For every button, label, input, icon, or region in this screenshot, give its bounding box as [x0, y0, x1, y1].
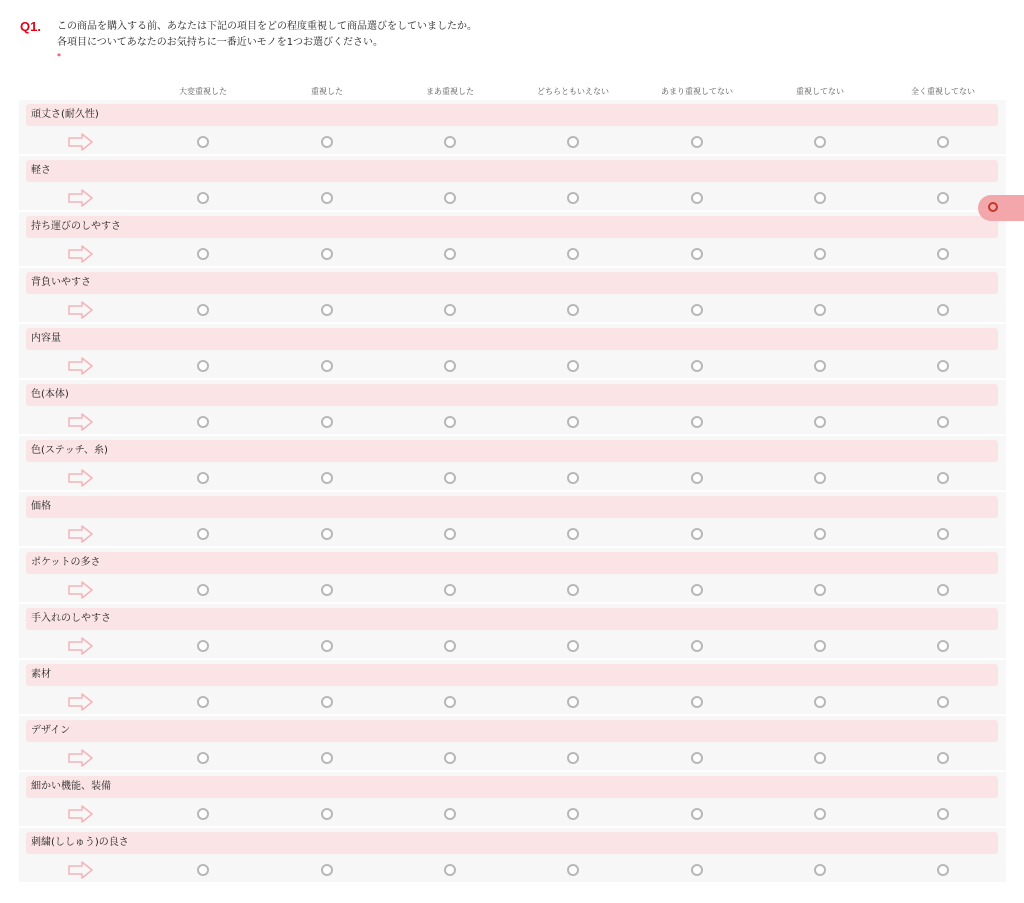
radio-option-5[interactable]: [691, 248, 703, 260]
question-text: [57, 19, 477, 51]
radio-option-5[interactable]: [691, 640, 703, 652]
radio-option-1[interactable]: [197, 696, 209, 708]
radio-option-1[interactable]: [197, 808, 209, 820]
radio-option-5[interactable]: [691, 584, 703, 596]
radio-option-3[interactable]: [444, 416, 456, 428]
radio-option-2[interactable]: [321, 472, 333, 484]
matrix-row: [19, 268, 1006, 322]
radio-option-7[interactable]: [937, 248, 949, 260]
radio-option-6[interactable]: [814, 864, 826, 876]
radio-option-2[interactable]: [321, 808, 333, 820]
radio-option-7[interactable]: [937, 192, 949, 204]
radio-option-4[interactable]: [567, 696, 579, 708]
radio-option-1[interactable]: [197, 472, 209, 484]
item-label: デザイン: [26, 720, 998, 742]
question-line-2: 各項目についてあなたのお気持ちに一番近いモノを1つお選びください。: [57, 37, 384, 48]
radio-option-7[interactable]: [937, 864, 949, 876]
arrow-right-icon: [68, 581, 94, 599]
radio-option-3[interactable]: [444, 472, 456, 484]
matrix-row: [19, 828, 1006, 882]
radio-option-1[interactable]: [197, 584, 209, 596]
radio-option-1[interactable]: [197, 528, 209, 540]
radio-option-4[interactable]: [567, 136, 579, 148]
radio-option-4[interactable]: [567, 752, 579, 764]
scale-header-7: 全く重視してない: [911, 87, 975, 96]
radio-option-4[interactable]: [567, 248, 579, 260]
arrow-right-icon: [68, 525, 94, 543]
item-label: 持ち運びのしやすさ: [26, 216, 998, 238]
radio-option-5[interactable]: [691, 360, 703, 372]
radio-option-4[interactable]: [567, 864, 579, 876]
radio-option-3[interactable]: [444, 248, 456, 260]
radio-option-6[interactable]: [814, 192, 826, 204]
radio-option-5[interactable]: [691, 416, 703, 428]
radio-option-7[interactable]: [937, 808, 949, 820]
radio-option-4[interactable]: [567, 304, 579, 316]
arrow-right-icon: [68, 749, 94, 767]
matrix-row: [19, 212, 1006, 266]
question-line-1: この商品を購入する前、あなたは下記の項目をどの程度重視して商品選びをしていましたか。: [57, 21, 477, 32]
radio-option-6[interactable]: [814, 304, 826, 316]
matrix-row: [19, 156, 1006, 210]
radio-option-2[interactable]: [321, 416, 333, 428]
radio-option-4[interactable]: [567, 192, 579, 204]
radio-option-1[interactable]: [197, 864, 209, 876]
radio-option-2[interactable]: [321, 696, 333, 708]
item-label: ポケットの多さ: [26, 552, 998, 574]
radio-option-2[interactable]: [321, 528, 333, 540]
radio-option-5[interactable]: [691, 136, 703, 148]
radio-option-5[interactable]: [691, 472, 703, 484]
arrow-right-icon: [68, 245, 94, 263]
radio-option-5[interactable]: [691, 808, 703, 820]
radio-option-1[interactable]: [197, 248, 209, 260]
radio-option-5[interactable]: [691, 752, 703, 764]
radio-option-6[interactable]: [814, 808, 826, 820]
radio-option-7[interactable]: [937, 528, 949, 540]
radio-option-4[interactable]: [567, 584, 579, 596]
item-label: 背負いやすさ: [26, 272, 998, 294]
radio-option-5[interactable]: [691, 864, 703, 876]
scale-header-5: あまり重視してない: [661, 87, 733, 96]
radio-option-2[interactable]: [321, 248, 333, 260]
radio-option-4[interactable]: [567, 416, 579, 428]
radio-option-1[interactable]: [197, 752, 209, 764]
radio-option-4[interactable]: [567, 528, 579, 540]
radio-option-3[interactable]: [444, 752, 456, 764]
radio-option-7[interactable]: [937, 752, 949, 764]
radio-option-7[interactable]: [937, 640, 949, 652]
matrix-row: [19, 548, 1006, 602]
arrow-right-icon: [68, 637, 94, 655]
radio-option-3[interactable]: [444, 864, 456, 876]
radio-option-2[interactable]: [321, 584, 333, 596]
radio-option-2[interactable]: [321, 752, 333, 764]
item-label: 軽さ: [26, 160, 998, 182]
item-label: 内容量: [26, 328, 998, 350]
radio-option-3[interactable]: [444, 304, 456, 316]
required-mark: *: [57, 52, 61, 61]
radio-option-7[interactable]: [937, 416, 949, 428]
radio-option-3[interactable]: [444, 808, 456, 820]
radio-option-1[interactable]: [197, 136, 209, 148]
radio-option-6[interactable]: [814, 640, 826, 652]
item-label: 細かい機能、装備: [26, 776, 998, 798]
matrix-row: [19, 604, 1006, 658]
radio-option-2[interactable]: [321, 192, 333, 204]
matrix-row: [19, 436, 1006, 490]
item-label: 価格: [26, 496, 998, 518]
radio-option-3[interactable]: [444, 528, 456, 540]
radio-option-5[interactable]: [691, 696, 703, 708]
item-label: 色(本体): [26, 384, 998, 406]
help-icon: [988, 202, 998, 212]
radio-option-6[interactable]: [814, 416, 826, 428]
arrow-right-icon: [68, 357, 94, 375]
radio-option-4[interactable]: [567, 640, 579, 652]
radio-option-2[interactable]: [321, 640, 333, 652]
radio-option-1[interactable]: [197, 304, 209, 316]
matrix-row: [19, 660, 1006, 714]
radio-option-1[interactable]: [197, 416, 209, 428]
arrow-right-icon: [68, 861, 94, 879]
radio-option-5[interactable]: [691, 528, 703, 540]
matrix-row: [19, 716, 1006, 770]
radio-option-2[interactable]: [321, 864, 333, 876]
radio-option-3[interactable]: [444, 584, 456, 596]
scale-header-row: [0, 86, 1024, 100]
radio-option-7[interactable]: [937, 472, 949, 484]
radio-option-5[interactable]: [691, 304, 703, 316]
radio-option-3[interactable]: [444, 192, 456, 204]
radio-option-7[interactable]: [937, 584, 949, 596]
scale-header-6: 重視してない: [796, 87, 844, 96]
matrix-row: [19, 324, 1006, 378]
arrow-right-icon: [68, 133, 94, 151]
item-label: 刺繍(ししゅう)の良さ: [26, 832, 998, 854]
matrix-row: [19, 492, 1006, 546]
radio-option-4[interactable]: [567, 808, 579, 820]
arrow-right-icon: [68, 413, 94, 431]
radio-option-4[interactable]: [567, 472, 579, 484]
radio-option-7[interactable]: [937, 304, 949, 316]
arrow-right-icon: [68, 189, 94, 207]
radio-option-3[interactable]: [444, 640, 456, 652]
radio-option-3[interactable]: [444, 360, 456, 372]
radio-option-6[interactable]: [814, 752, 826, 764]
arrow-right-icon: [68, 469, 94, 487]
radio-option-6[interactable]: [814, 696, 826, 708]
scale-header-3: まあ重視した: [426, 87, 474, 96]
radio-option-2[interactable]: [321, 360, 333, 372]
radio-option-6[interactable]: [814, 584, 826, 596]
item-label: 色(ステッチ、糸): [26, 440, 998, 462]
item-label: 素材: [26, 664, 998, 686]
radio-option-5[interactable]: [691, 192, 703, 204]
item-label: 頑丈さ(耐久性): [26, 104, 998, 126]
scale-header-2: 重視した: [311, 87, 343, 96]
radio-option-7[interactable]: [937, 136, 949, 148]
radio-option-6[interactable]: [814, 472, 826, 484]
scale-header-1: 大変重視した: [179, 87, 227, 96]
question-header: [20, 18, 1000, 66]
radio-option-1[interactable]: [197, 360, 209, 372]
radio-option-1[interactable]: [197, 192, 209, 204]
arrow-right-icon: [68, 805, 94, 823]
matrix-row: [19, 772, 1006, 826]
radio-option-6[interactable]: [814, 528, 826, 540]
question-number: Q1.: [20, 19, 41, 34]
side-help-tab[interactable]: [978, 195, 1024, 221]
radio-option-6[interactable]: [814, 136, 826, 148]
radio-option-6[interactable]: [814, 248, 826, 260]
matrix-row: [19, 100, 1006, 154]
arrow-right-icon: [68, 301, 94, 319]
radio-option-4[interactable]: [567, 360, 579, 372]
arrow-right-icon: [68, 693, 94, 711]
radio-option-7[interactable]: [937, 696, 949, 708]
radio-option-3[interactable]: [444, 136, 456, 148]
item-label: 手入れのしやすさ: [26, 608, 998, 630]
scale-header-4: どちらともいえない: [537, 87, 609, 96]
radio-option-2[interactable]: [321, 136, 333, 148]
radio-option-7[interactable]: [937, 360, 949, 372]
radio-option-3[interactable]: [444, 696, 456, 708]
matrix-row: [19, 380, 1006, 434]
radio-option-1[interactable]: [197, 640, 209, 652]
radio-option-2[interactable]: [321, 304, 333, 316]
radio-option-6[interactable]: [814, 360, 826, 372]
